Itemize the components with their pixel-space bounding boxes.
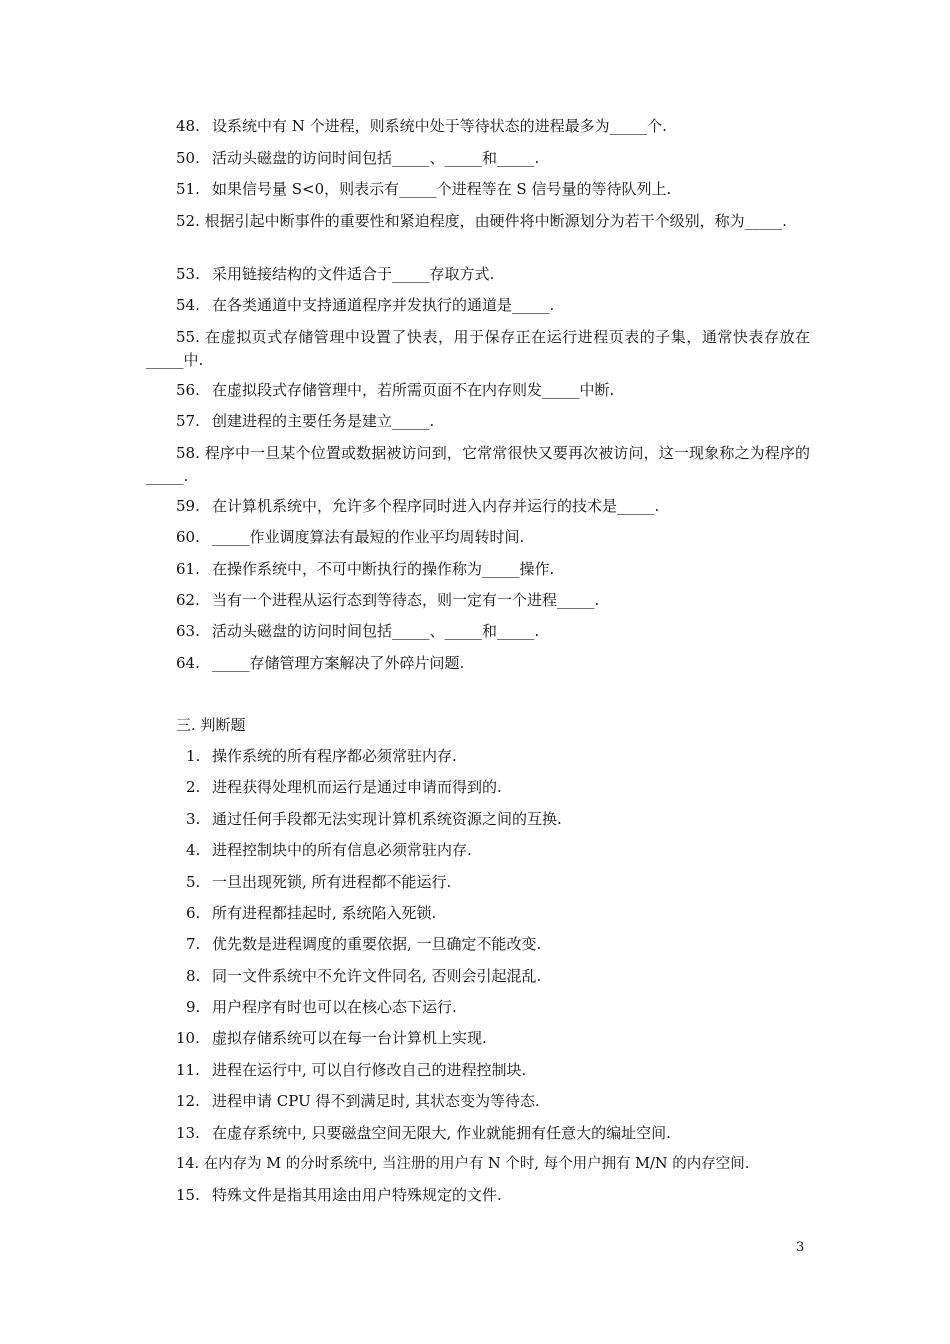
judge-item-11: 11. 进程在运行中, 可以自行修改自己的进程控制块. xyxy=(176,1061,527,1079)
question-60: 60. _____作业调度算法有最短的作业平均周转时间. xyxy=(176,528,525,546)
judge-item-8: 8. 同一文件系统中不允许文件同名, 否则会引起混乱. xyxy=(186,967,542,985)
judge-item-4: 4. 进程控制块中的所有信息必须常驻内存. xyxy=(186,841,472,859)
judge-item-14: 14. 在内存为 M 的分时系统中, 当注册的用户有 N 个时, 每个用户拥有 M/N 的内存空间. xyxy=(176,1156,750,1172)
judge-item-1: 1. 操作系统的所有程序都必须常驻内存. xyxy=(186,747,457,765)
judge-item-10: 10. 虚拟存储系统可以在每一台计算机上实现. xyxy=(176,1029,487,1047)
judge-item-12: 12. 进程申请 CPU 得不到满足时, 其状态变为等待态. xyxy=(176,1092,540,1110)
judge-item-3: 3. 通过任何手段都无法实现计算机系统资源之间的互换. xyxy=(186,810,562,828)
question-58: 58. 程序中一旦某个位置或数据被访问到，它常常很快又要再次被访问，这一现象称之为程序的_____. xyxy=(146,444,810,485)
question-57: 57. 创建进程的主要任务是建立_____. xyxy=(176,412,435,430)
question-55: 55. 在虚拟页式存储管理中设置了快表，用于保存正在运行进程页表的子集，通常快表存放在_____中. xyxy=(146,328,810,369)
section-heading-judge: 三. 判断题 xyxy=(176,716,246,734)
question-62: 62. 当有一个进程从运行态到等待态，则一定有一个进程_____. xyxy=(176,591,600,609)
question-54: 54. 在各类通道中支持通道程序并发执行的通道是_____. xyxy=(176,296,555,314)
judge-item-2: 2. 进程获得处理机而运行是通过申请而得到的. xyxy=(186,778,502,796)
judge-item-7: 7. 优先数是进程调度的重要依据, 一旦确定不能改变. xyxy=(186,935,542,953)
judge-item-6: 6. 所有进程都挂起时, 系统陷入死锁. xyxy=(186,904,437,922)
question-52: 52. 根据引起中断事件的重要性和紧迫程度，由硬件将中断源划分为若干个级别，称为_____. xyxy=(176,212,787,230)
question-59: 59. 在计算机系统中，允许多个程序同时进入内存并运行的技术是_____. xyxy=(176,497,660,515)
question-53: 53. 采用链接结构的文件适合于_____存取方式. xyxy=(176,265,495,283)
judge-item-13: 13. 在虚存系统中, 只要磁盘空间无限大, 作业就能拥有任意大的编址空间. xyxy=(176,1124,671,1142)
question-61: 61. 在操作系统中，不可中断执行的操作称为_____操作. xyxy=(176,560,555,578)
question-50: 50. 活动头磁盘的访问时间包括_____、_____和_____. xyxy=(176,149,540,167)
judge-item-5: 5. 一旦出现死锁, 所有进程都不能运行. xyxy=(186,873,452,891)
question-64: 64. _____存储管理方案解决了外碎片问题. xyxy=(176,654,465,672)
question-48: 48. 设系统中有 N 个进程，则系统中处于等待状态的进程最多为_____个. xyxy=(176,117,667,135)
question-63: 63. 活动头磁盘的访问时间包括_____、_____和_____. xyxy=(176,622,540,640)
judge-item-15: 15. 特殊文件是指其用途由用户特殊规定的文件. xyxy=(176,1186,502,1204)
question-51: 51. 如果信号量 S<0，则表示有_____个进程等在 S 信号量的等待队列上. xyxy=(176,180,672,198)
page-number: 3 xyxy=(796,1240,805,1255)
question-56: 56. 在虚拟段式存储管理中，若所需页面不在内存则发_____中断. xyxy=(176,381,615,399)
judge-item-9: 9. 用户程序有时也可以在核心态下运行. xyxy=(186,998,457,1016)
